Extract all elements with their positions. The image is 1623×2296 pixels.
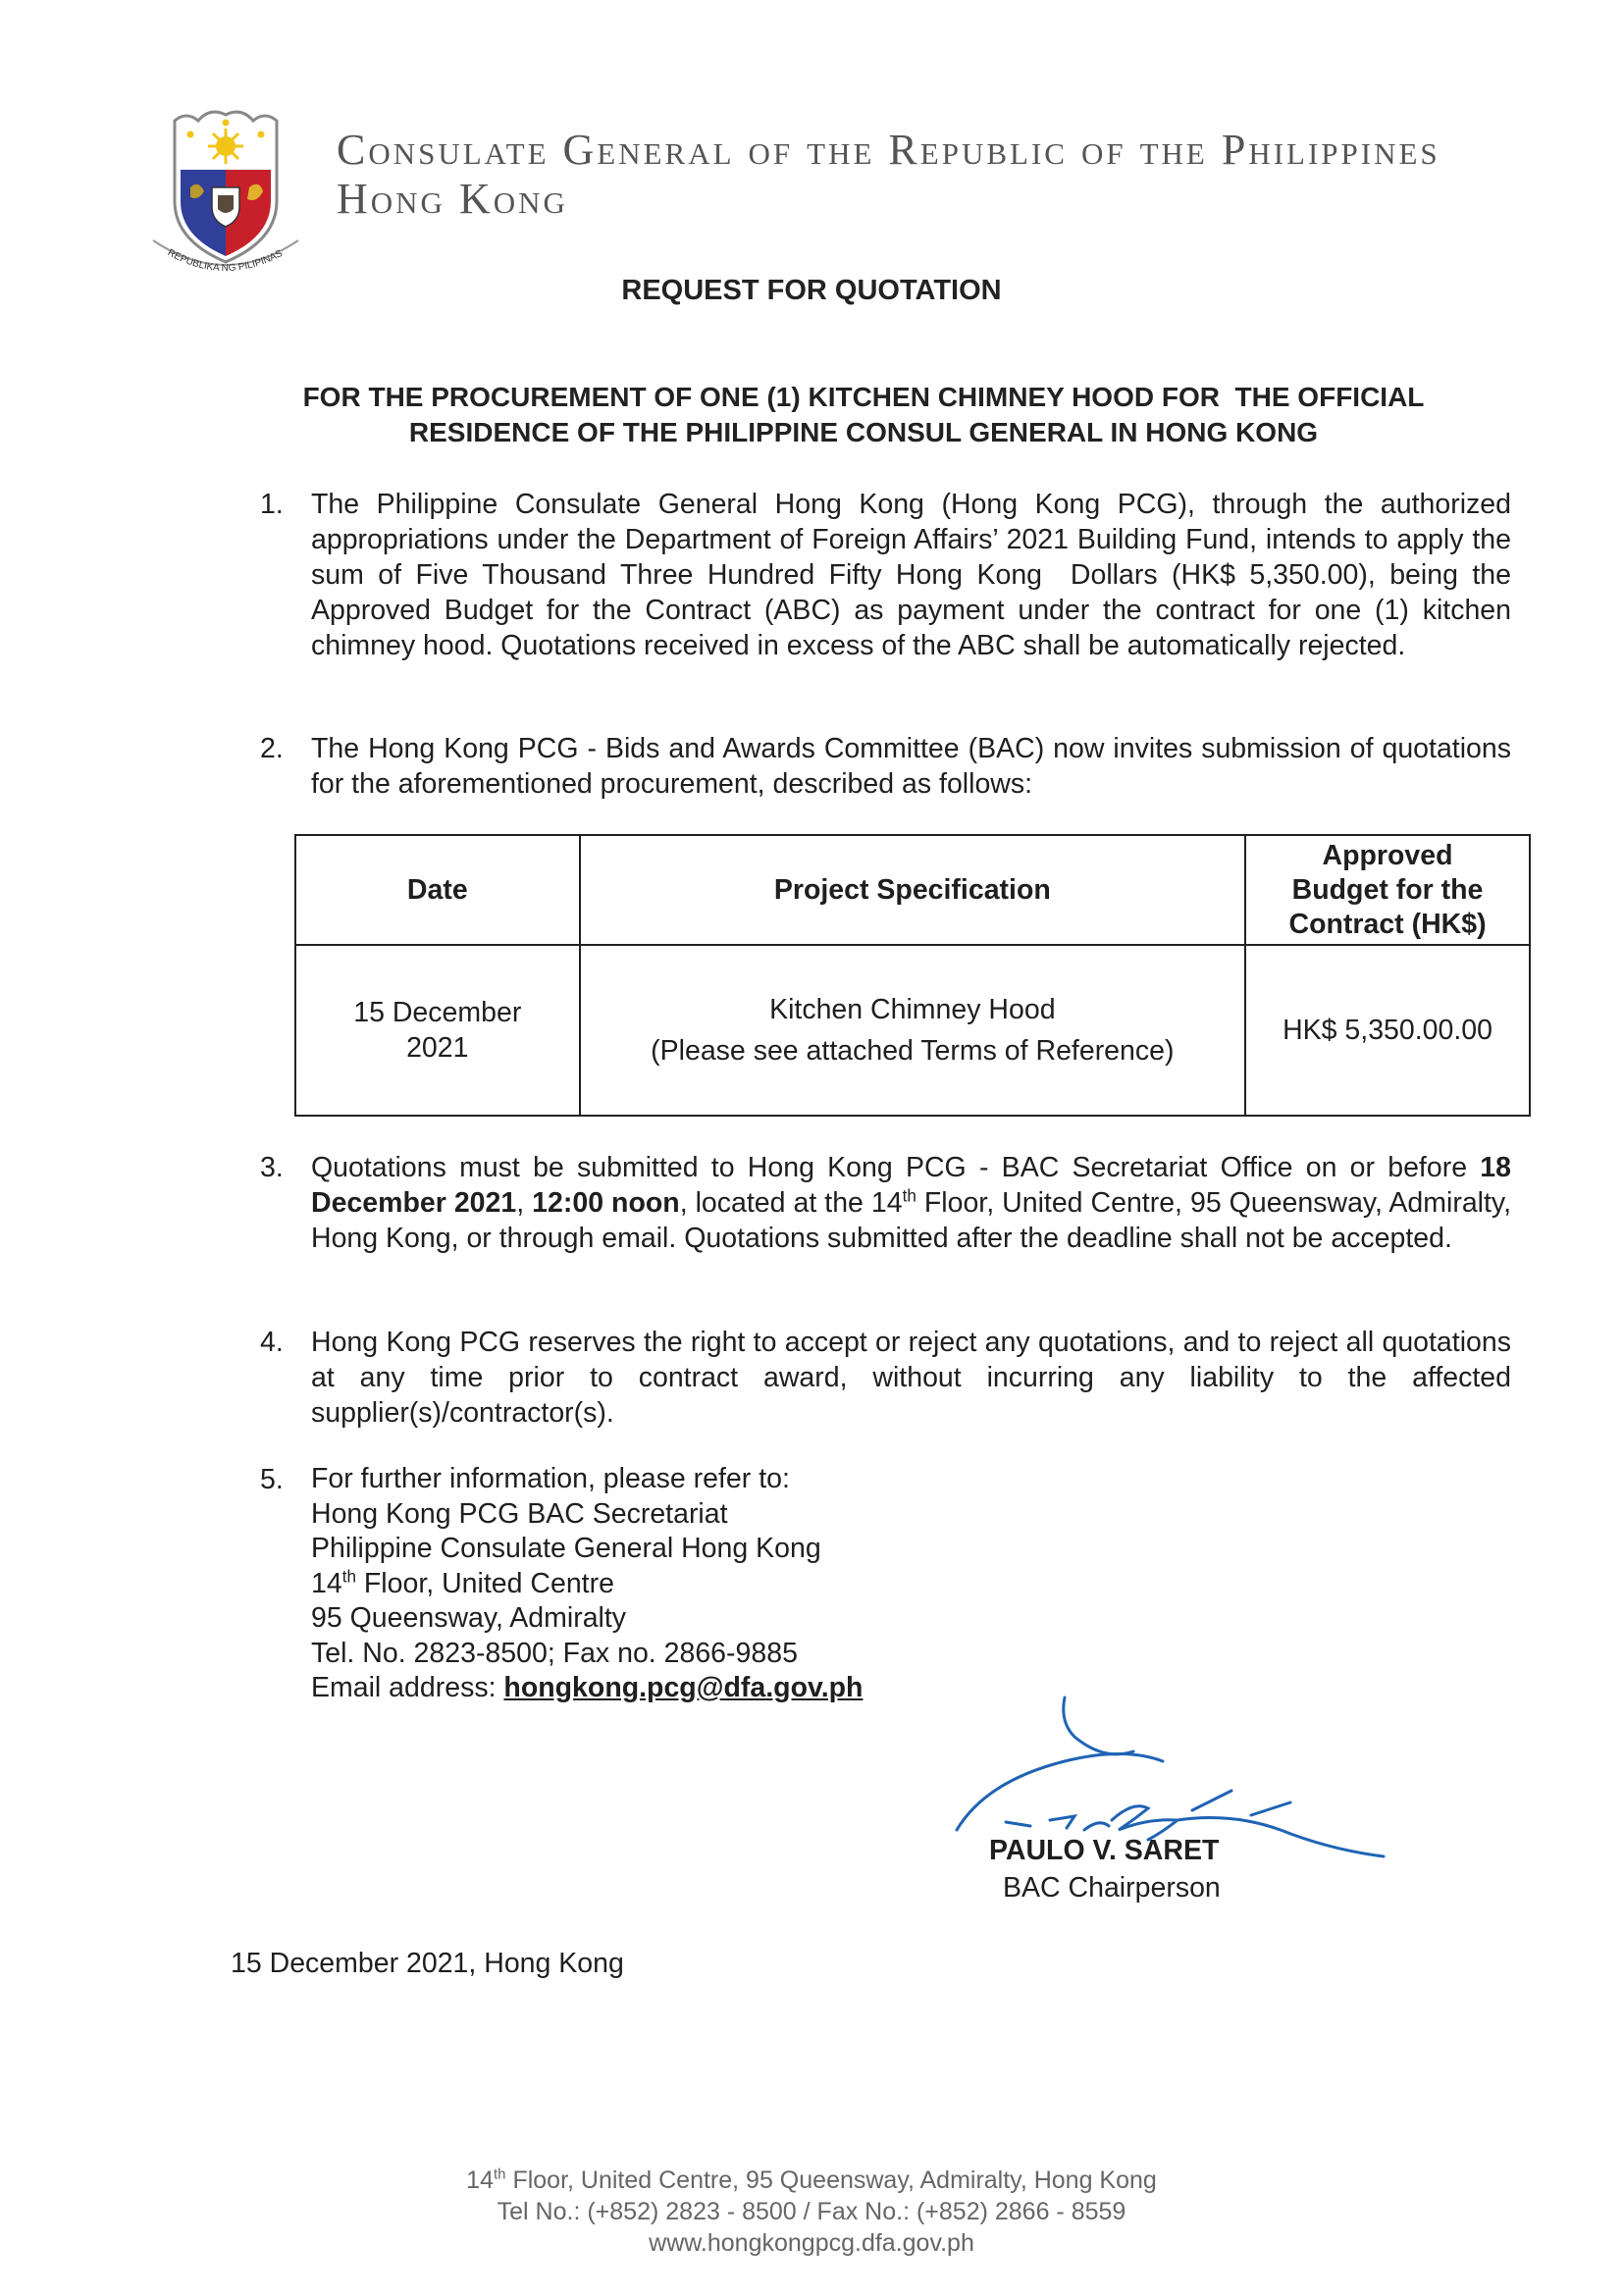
signatory-name: PAULO V. SARET [989,1835,1220,1866]
paragraph-text: Hong Kong PCG reserves the right to accept or reject any quotations, and to reject all quotations at any time prior to contract award, without incurring any liability to the affected supplier(s)/contractor(s). [311,1327,1511,1429]
superscript: th [341,1567,356,1586]
header-project-specification: Project Specification [580,835,1245,945]
text-run: , [516,1187,525,1219]
contact-intro: For further information, please refer to: [311,1463,790,1494]
contact-floor [311,1567,1511,1602]
header-budget-line: Approved [1322,839,1453,871]
email-label: Email address: [311,1672,504,1703]
text-run: Floor, United Centre, 95 Queensway, Admiralty, Hong Kong [505,2166,1157,2194]
text-run: Floor, United Centre [355,1567,614,1599]
document-title: REQUEST FOR QUOTATION [621,275,1002,306]
paragraph-number: 3. [260,1152,284,1183]
letterhead-city: Hong Kong [337,175,568,223]
date-line: 15 December [353,997,522,1028]
paragraph-number: 2. [260,733,284,764]
text-run: Floor, United Centre, 95 Queensway, Admiralty, Hong Kong, or through email. Quotations submitted after the deadline shall not be accepted. [311,1187,1511,1254]
paragraph-4 [260,1325,1511,1431]
deadline-date: 18 December 2021 [311,1152,1511,1219]
header-budget-line: Budget for the [1291,873,1484,906]
footer-website-link[interactable]: www.hongkongpcg.dfa.gov.ph [649,2229,974,2257]
contact-office: Hong Kong PCG BAC Secretariat [311,1497,728,1530]
table-row [295,945,1530,1116]
header-date: Date [295,835,580,945]
paragraph-number: 1. [260,489,284,520]
footer-address-line [0,2165,1623,2196]
paragraph-text: The Philippine Consulate General Hong Kong (Hong Kong PCG), through the authorized appropriations under the Department of Foreign Affairs’ 2021 Building Fund, intends to apply the sum of Five Thousand Three Hundred Fifty Hong Kong Dollars (HK$ 5,350.00), being the Approved Budget for the Contract (ABC) as payment under the contract for one (1) kitchen chimney hood. Quotations received in excess of the ABC shall be automatically rejected. [311,489,1519,661]
text-run: Quotations must be submitted to Hong Kong PCG - BAC Secretariat Office on or before [311,1152,1468,1183]
paragraph-5 [260,1462,1511,1706]
deadline-time: 12:00 noon [532,1187,680,1219]
paragraph-text [311,1150,1511,1256]
paragraph-number: 5. [260,1464,284,1495]
subject-line-1: FOR THE PROCUREMENT OF ONE (1) KITCHEN CHIMNEY HOOD FOR THE OFFICIAL [302,382,1425,412]
seal-ring-text: REPUBLIKA NG PILIPINAS [165,247,285,275]
text-run: 14 [466,2166,494,2194]
spec-note: (Please see attached Terms of Reference) [651,1035,1175,1067]
header-approved-budget [1245,835,1530,945]
text-run: 14 [311,1567,342,1599]
paragraph-3 [260,1150,1511,1256]
superscript: th [493,2166,506,2183]
date-place: 15 December 2021, Hong Kong [231,1948,624,1979]
contact-phone-fax: Tel. No. 2823-8500; Fax no. 2866-9885 [311,1637,798,1669]
paragraph-number: 4. [260,1327,284,1358]
letterhead-consulate-name: Consulate General of the Republic of the Philippines [337,126,1440,174]
contact-organization: Philippine Consulate General Hong Kong [311,1533,821,1564]
paragraph-text: The Hong Kong PCG - Bids and Awards Committee (BAC) now invites submission of quotations for the aforementioned procurement, described as follows: [311,733,1511,800]
contact-street: 95 Queensway, Admiralty [311,1602,627,1634]
signatory-role: BAC Chairperson [1003,1872,1221,1904]
header-budget-line: Contract (HK$) [1288,908,1487,940]
cell-date [295,945,580,1116]
spec-item: Kitchen Chimney Hood [769,994,1056,1025]
quotation-table [294,834,1531,1117]
footer-phone-fax: Tel No.: (+852) 2823 - 8500 / Fax No.: (+852) 2866 - 8559 [497,2198,1126,2225]
contact-block [311,1462,1511,1706]
paragraph-2 [260,731,1511,802]
email-link[interactable]: hongkong.pcg@dfa.gov.ph [503,1672,864,1703]
paragraph-1 [260,487,1519,663]
philippine-seal-logo [147,93,304,275]
table-header-row [295,835,1530,945]
date-line: 2021 [406,1032,469,1064]
subject-line-2: RESIDENCE OF THE PHILIPPINE CONSUL GENERAL IN HONG KONG [408,417,1319,447]
superscript: th [902,1186,916,1206]
footer-address [0,2165,1623,2259]
text-run: , located at the 14 [679,1187,903,1219]
cell-approved-budget: HK$ 5,350.00.00 [1245,945,1530,1116]
cell-project-specification [580,945,1245,1116]
procurement-subject [196,380,1531,450]
